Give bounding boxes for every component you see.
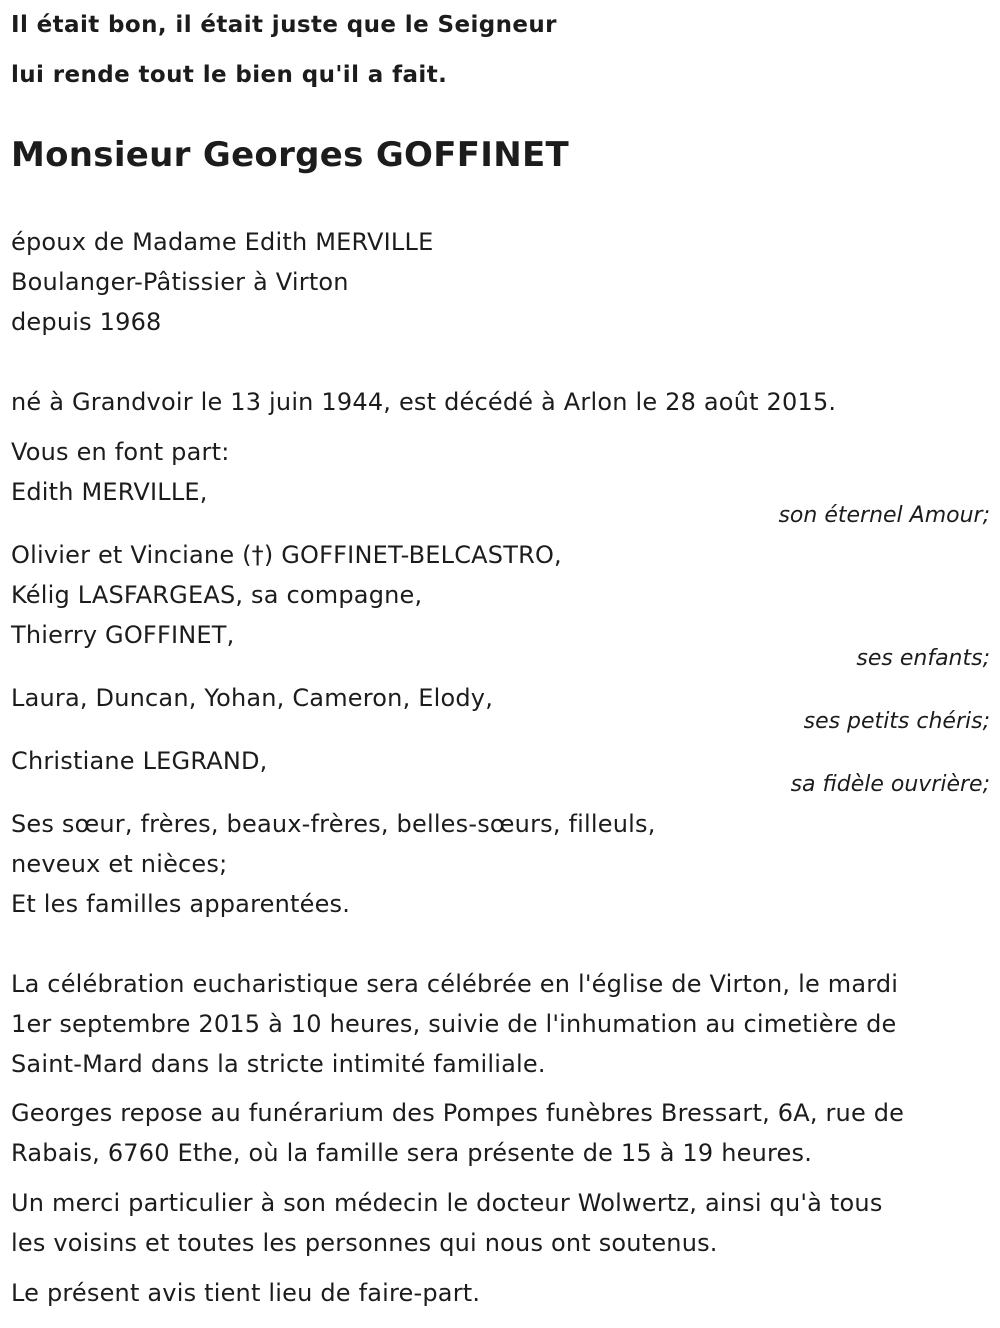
family-child-2: Kélig LASFARGEAS, sa compagne,: [11, 581, 423, 609]
family-child-3: Thierry GOFFINET,: [11, 621, 235, 649]
birth-death: né à Grandvoir le 13 juin 1944, est décédé à Arlon le 28 août 2015.: [11, 388, 837, 416]
family-spouse-role: son éternel Amour;: [778, 503, 990, 528]
ceremony-line-1: La célébration eucharistique sera célébrée en l'église de Virton, le mardi: [11, 970, 899, 998]
quote-line-1: Il était bon, il était juste que le Seigneur: [11, 12, 557, 38]
family-grandchildren-role: ses petits chéris;: [803, 709, 990, 734]
ceremony-line-3: Saint-Mard dans la stricte intimité familiale.: [11, 1050, 546, 1078]
announcers-intro: Vous en font part:: [11, 438, 230, 466]
quote-line-2: lui rende tout le bien qu'il a fait.: [11, 62, 448, 88]
thanks-line-1: Un merci particulier à son médecin le docteur Wolwertz, ainsi qu'à tous: [11, 1189, 883, 1217]
detail-since: depuis 1968: [11, 308, 162, 336]
family-spouse: Edith MERVILLE,: [11, 478, 208, 506]
detail-spouse: époux de Madame Edith MERVILLE: [11, 228, 434, 256]
deceased-name: Monsieur Georges GOFFINET: [11, 135, 570, 175]
family-child-1: Olivier et Vinciane (†) GOFFINET-BELCASTRO,: [11, 541, 562, 569]
family-others-1: Ses sœur, frères, beaux-frères, belles-sœurs, filleuls,: [11, 810, 656, 838]
family-children-role: ses enfants;: [856, 646, 990, 671]
family-others-3: Et les familles apparentées.: [11, 890, 351, 918]
family-worker: Christiane LEGRAND,: [11, 747, 268, 775]
family-worker-role: sa fidèle ouvrière;: [790, 772, 990, 797]
thanks-line-2: les voisins et toutes les personnes qui nous ont soutenus.: [11, 1229, 718, 1257]
funerarium-line-1: Georges repose au funérarium des Pompes funèbres Bressart, 6A, rue de: [11, 1099, 905, 1127]
ceremony-line-2: 1er septembre 2015 à 10 heures, suivie de l'inhumation au cimetière de: [11, 1010, 897, 1038]
family-others-2: neveux et nièces;: [11, 850, 228, 878]
funerarium-line-2: Rabais, 6760 Ethe, où la famille sera présente de 15 à 19 heures.: [11, 1139, 813, 1167]
family-grandchildren: Laura, Duncan, Yohan, Cameron, Elody,: [11, 684, 494, 712]
closing-note: Le présent avis tient lieu de faire-part.: [11, 1279, 481, 1307]
detail-profession: Boulanger-Pâtissier à Virton: [11, 268, 349, 296]
